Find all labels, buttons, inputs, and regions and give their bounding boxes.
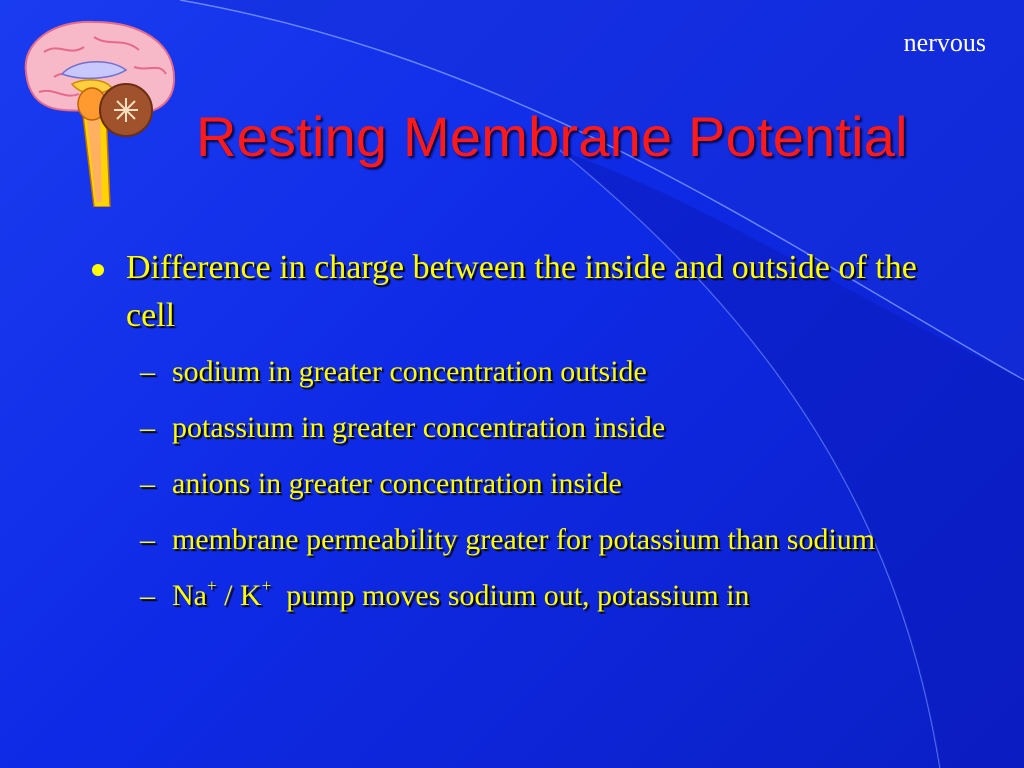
sodium-charge: + <box>206 576 217 595</box>
dash-icon: – <box>140 411 155 444</box>
sub-bullet-text: sodium in greater concentration outside <box>172 355 647 388</box>
dash-icon: – <box>140 579 155 612</box>
pump-text: pump moves sodium out, potassium in <box>286 579 750 612</box>
sub-bullet-list <box>86 348 966 620</box>
dash-icon: – <box>140 355 155 388</box>
sub-bullet <box>86 348 952 396</box>
sub-bullet <box>86 460 952 508</box>
potassium-symbol: K <box>239 579 262 612</box>
dash-icon: – <box>140 467 155 500</box>
slide-body <box>86 244 966 620</box>
dash-icon: – <box>140 523 155 556</box>
potassium-charge: + <box>261 576 272 595</box>
sodium-symbol: Na <box>172 579 207 612</box>
sub-bullet-text: potassium in greater concentration inside <box>172 411 666 444</box>
slide-title: Resting Membrane Potential <box>196 105 908 168</box>
sub-bullet <box>86 516 932 564</box>
sub-bullet <box>86 404 952 452</box>
sub-bullet-text: anions in greater concentration inside <box>172 467 622 500</box>
sub-bullet-pump <box>86 572 952 620</box>
sub-bullet-text: membrane permeability greater for potassium than sodium <box>172 523 876 556</box>
brain-icon <box>14 12 184 207</box>
main-bullet <box>86 244 956 340</box>
topic-label: nervous <box>903 28 986 57</box>
main-bullet-text: Difference in charge between the inside and outside of the cell <box>126 249 917 334</box>
bullet-dot-icon <box>92 264 104 276</box>
separator: / <box>224 579 233 612</box>
